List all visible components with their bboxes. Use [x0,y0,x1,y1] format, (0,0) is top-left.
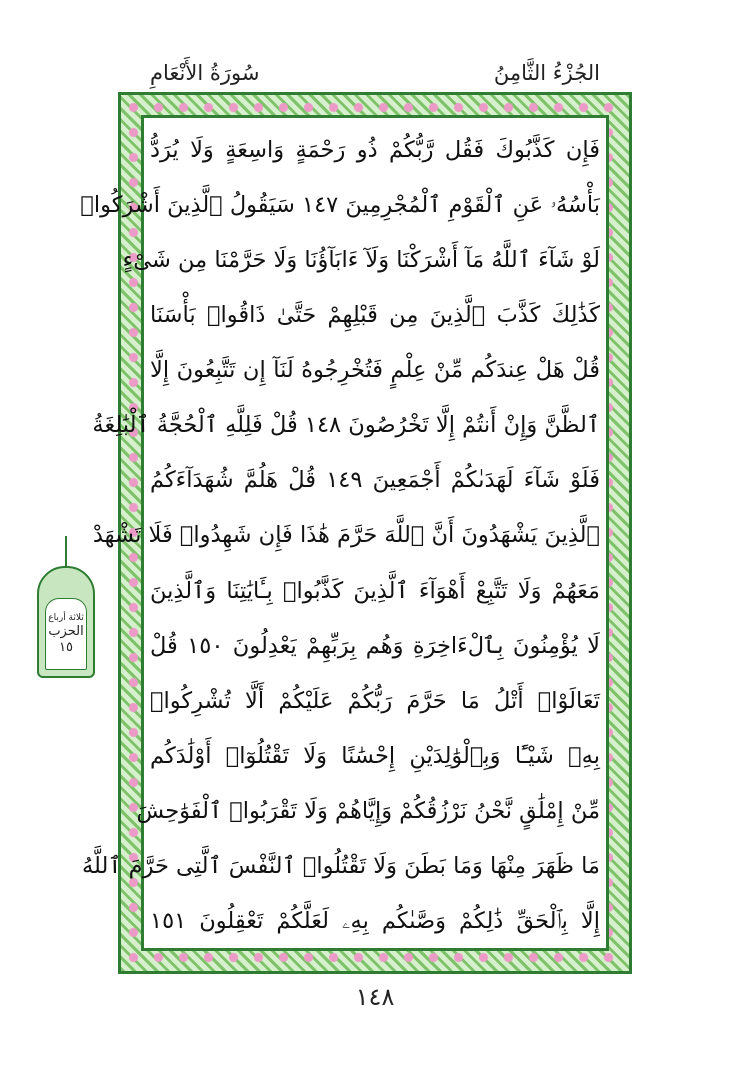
page-header [150,58,600,88]
text-line: مِّنْ إِمْلَٰقٍ نَّحْنُ نَرْزُقُكُمْ وَإِيَّاهُمْ وَلَا تَقْرَبُوا۟ ٱلْفَوَٰحِشَ [136,797,600,824]
text-panel [80,115,609,951]
text-line: ٱلظَّنَّ وَإِنْ أَنتُمْ إِلَّا تَخْرُصُونَ ١٤٨ قُلْ فَلِلَّهِ ٱلْحُجَّةُ ٱلْبَٰلِغَةُ [92,412,600,439]
decorative-frame [80,92,632,974]
text-line: فَإِن كَذَّبُوكَ فَقُل رَّبُّكُمْ ذُو رَحْمَةٍ وَاسِعَةٍ وَلَا يُرَدُّ [150,137,600,163]
hizb-number: ١٥ [59,640,73,655]
text-line: إِلَّا بِٱلْحَقِّ ذَٰلِكُمْ وَصَّىٰكُم بِهِۦ لَعَلَّكُمْ تَعْقِلُونَ ١٥١ [150,907,600,934]
marker-stem [65,536,67,566]
text-line: تَعَالَوْا۟ أَتْلُ مَا حَرَّمَ رَبُّكُمْ عَلَيْكُمْ أَلَّا تُشْرِكُوا۟ [150,687,600,714]
text-line: ٱلَّذِينَ يَشْهَدُونَ أَنَّ ٱللَّهَ حَرَّمَ هَٰذَا فَإِن شَهِدُوا۟ فَلَا تَشْهَدْ [92,522,600,549]
quran-text [80,134,600,938]
page-number: ١٤٨ [355,983,395,1011]
hizb-label: الحزب [48,624,84,639]
text-line: لَا يُؤْمِنُونَ بِٱلْءَاخِرَةِ وَهُم بِرَبِّهِمْ يَعْدِلُونَ ١٥٠ قُلْ [150,632,600,659]
marker-content [45,598,87,670]
surah-title: سُورَةُ الأَنْعَامِ [150,61,260,85]
quarter-label: ثلاثة أرباع [48,613,84,623]
text-line: بَأْسُهُۥ عَنِ ٱلْقَوْمِ ٱلْمُجْرِمِينَ ١٤٧ سَيَقُولُ ٱلَّذِينَ أَشْرَكُوا۟ [80,192,600,219]
juz-title: الجُزْءُ الثَّامِنُ [493,61,600,85]
text-line: بِهِۦ شَيْـًٔا وَبِٱلْوَٰلِدَيْنِ إِحْسَٰنًا وَلَا تَقْتُلُوٓا۟ أَوْلَٰدَكُم [150,742,600,769]
marker-frame [37,566,95,678]
hizb-marker [37,536,95,686]
text-line: فَلَوْ شَآءَ لَهَدَىٰكُمْ أَجْمَعِينَ ١٤٩ قُلْ هَلُمَّ شُهَدَآءَكُمُ [150,467,600,494]
text-line: كَذَٰلِكَ كَذَّبَ ٱلَّذِينَ مِن قَبْلِهِمْ حَتَّىٰ ذَاقُوا۟ بَأْسَنَا [150,302,600,329]
text-line: مَعَهُمْ وَلَا تَتَّبِعْ أَهْوَآءَ ٱلَّذِينَ كَذَّبُوا۟ بِـَٔايَٰتِنَا وَٱلَّذِينَ [150,577,600,604]
text-line: مَا ظَهَرَ مِنْهَا وَمَا بَطَنَ وَلَا تَقْتُلُوا۟ ٱلنَّفْسَ ٱلَّتِى حَرَّمَ ٱللَّهُ [81,852,600,879]
text-line: لَوْ شَآءَ ٱللَّهُ مَآ أَشْرَكْنَا وَلَآ ءَابَآؤُنَا وَلَا حَرَّمْنَا مِن شَىْءٍ [122,247,600,274]
text-line: قُلْ هَلْ عِندَكُم مِّنْ عِلْمٍ فَتُخْرِجُوهُ لَنَآ إِن تَتَّبِعُونَ إِلَّا [150,357,600,384]
